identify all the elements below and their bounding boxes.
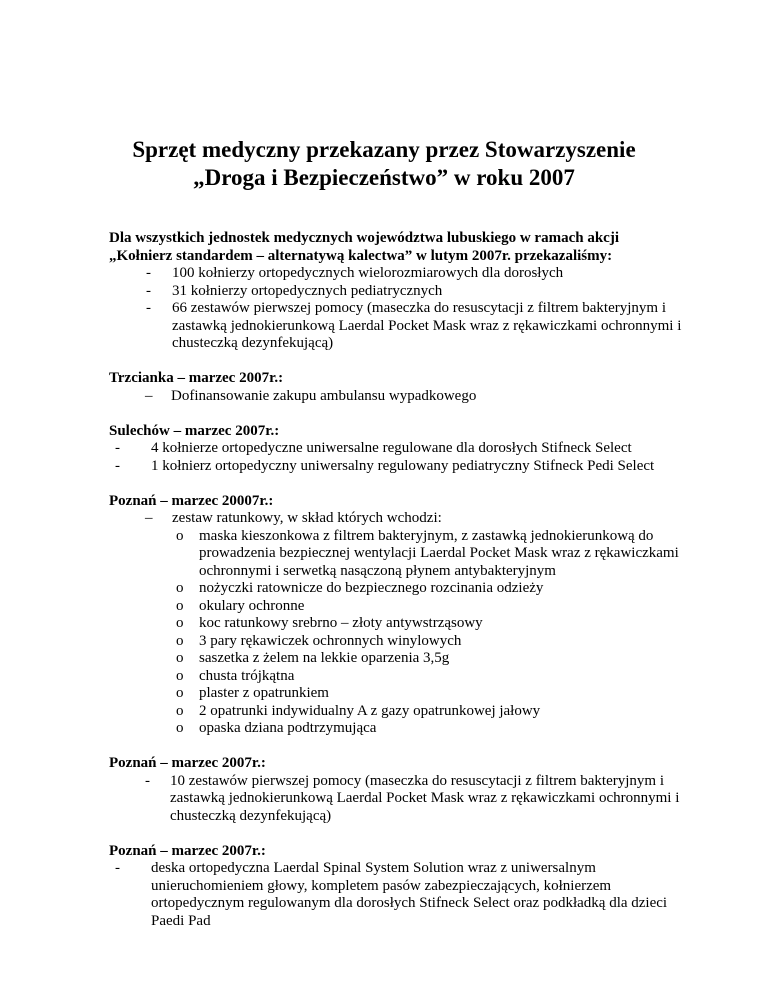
section-heading: Sulechów – marzec 2007r.: xyxy=(109,422,280,439)
list-item-text: 2 opatrunki indywidualny A z gazy opatrunkowej jałowy xyxy=(199,702,541,719)
list-item-text: koc ratunkowy srebrno – złoty antywstrząsowy xyxy=(199,615,483,631)
sub-list-item xyxy=(109,615,709,633)
intro-heading-line-1: Dla wszystkich jednostek medycznych województwa lubuskiego w ramach akcji xyxy=(109,230,619,246)
dash-marker: - xyxy=(146,265,151,281)
list-item-text: chusta trójkątna xyxy=(199,667,295,684)
spacer xyxy=(109,825,709,843)
title-line-1: Sprzęt medyczny przekazany przez Stowarzyszenie xyxy=(132,137,636,162)
sub-list-item xyxy=(109,580,709,598)
list-item-text: 100 kołnierzy ortopedycznych wielorozmiarowych dla dorosłych xyxy=(172,265,564,281)
list-item-text: 66 zestawów pierwszej pomocy (maseczka do resuscytacji z filtrem bakteryjnym i zastawką jednokierunkową Laerdal Pocket Mask wraz z rękawiczkami ochronnymi i chusteczką dezynfekującą) xyxy=(172,300,682,351)
list-item-text: saszetka z żelem na lekkie oparzenia 3,5g xyxy=(199,650,450,666)
list-item xyxy=(109,458,709,476)
list-item xyxy=(109,265,709,283)
en-dash-marker: – xyxy=(145,510,153,526)
list-item-text: 4 kołnierze ortopedyczne uniwersalne regulowane dla dorosłych Stifneck Select xyxy=(151,440,632,456)
sub-list-item xyxy=(109,528,709,581)
dash-marker: - xyxy=(115,860,120,876)
section-poznan-3 xyxy=(109,843,709,931)
section-heading: Trzcianka – marzec 2007r.: xyxy=(109,370,284,386)
list-item-text: okulary ochronne xyxy=(199,597,305,614)
list-item-text: 3 pary rękawiczek ochronnych winylowych xyxy=(199,632,462,649)
title-line-2: „Droga i Bezpieczeństwo” w roku 2007 xyxy=(193,165,575,190)
list-item-text: deska ortopedyczna Laerdal Spinal System Solution wraz z uniwersalnym unieruchomieniem głowy, kompletem pasów zabezpieczających, kołnierzem ortopedycznym regulowanym dla dorosłych Stifneck Select oraz podkładką dla dzieci Paedi Pad xyxy=(151,860,668,929)
list-item-text: plaster z opatrunkiem xyxy=(199,685,329,701)
intro-heading-line-2: „Kołnierz standardem – alternatywą kalectwa” w lutym 2007r. przekazaliśmy: xyxy=(109,247,613,264)
en-dash-marker: – xyxy=(145,387,153,404)
circle-marker: o xyxy=(176,702,184,719)
list-item xyxy=(109,510,709,528)
spacer xyxy=(109,475,709,493)
sub-list-item xyxy=(109,703,709,721)
list-item-text: zestaw ratunkowy, w skład których wchodzi: xyxy=(172,510,442,526)
list-item-text: 10 zestawów pierwszej pomocy (maseczka do resuscytacji z filtrem bakteryjnym i zastawką jednokierunkową Laerdal Pocket Mask wraz z rękawiczkami ochronnymi i chusteczką dezynfekującą) xyxy=(170,772,680,824)
dash-marker: - xyxy=(115,457,120,474)
sub-list-item xyxy=(109,720,709,738)
list-item xyxy=(109,388,709,406)
circle-marker: o xyxy=(176,667,184,684)
document-body xyxy=(109,230,709,930)
section-poznan-2 xyxy=(109,755,709,825)
section-heading: Poznań – marzec 20007r.: xyxy=(109,492,274,509)
dash-marker: - xyxy=(146,282,151,299)
circle-marker: o xyxy=(176,685,184,701)
list-item-text: opaska dziana podtrzymująca xyxy=(199,720,377,736)
list-item-text: Dofinansowanie zakupu ambulansu wypadkowego xyxy=(171,387,477,404)
list-item-text: 1 kołnierz ortopedyczny uniwersalny regulowany pediatryczny Stifneck Pedi Select xyxy=(151,457,655,474)
spacer xyxy=(109,738,709,756)
list-item-text: 31 kołnierzy ortopedycznych pediatrycznych xyxy=(172,282,443,299)
section-trzcianka xyxy=(109,370,709,405)
dash-marker: - xyxy=(145,772,150,789)
circle-marker: o xyxy=(176,527,184,544)
list-item-text: nożyczki ratownicze do bezpiecznego rozcinania odzieży xyxy=(199,580,544,596)
document-title xyxy=(0,136,768,192)
dash-marker: - xyxy=(146,300,151,316)
sub-list-item xyxy=(109,633,709,651)
list-item xyxy=(109,773,707,826)
section-heading: Poznań – marzec 2007r.: xyxy=(109,755,266,771)
spacer xyxy=(109,353,709,371)
circle-marker: o xyxy=(176,597,184,614)
spacer xyxy=(109,405,709,423)
section-poznan-1 xyxy=(109,493,709,738)
sub-list-item xyxy=(109,598,709,616)
circle-marker: o xyxy=(176,650,184,666)
circle-marker: o xyxy=(176,615,184,631)
circle-marker: o xyxy=(176,632,184,649)
list-item-text: maska kieszonkowa z filtrem bakteryjnym, z zastawką jednokierunkową do prowadzenia bezpiecznej wentylacji Laerdal Pocket Mask wraz z rękawiczkami ochronnymi i serwetką nasączoną płynem antybakteryjnym xyxy=(199,527,679,579)
section-sulechow xyxy=(109,423,709,476)
list-item xyxy=(109,440,709,458)
section-heading: Poznań – marzec 2007r.: xyxy=(109,842,266,859)
circle-marker: o xyxy=(176,720,184,736)
section-intro xyxy=(109,230,709,353)
list-item xyxy=(109,283,709,301)
list-item xyxy=(109,860,699,930)
sub-list-item xyxy=(109,650,709,668)
list-item xyxy=(109,300,707,353)
dash-marker: - xyxy=(115,440,120,456)
sub-list-item xyxy=(109,685,709,703)
circle-marker: o xyxy=(176,580,184,596)
sub-list-item xyxy=(109,668,709,686)
